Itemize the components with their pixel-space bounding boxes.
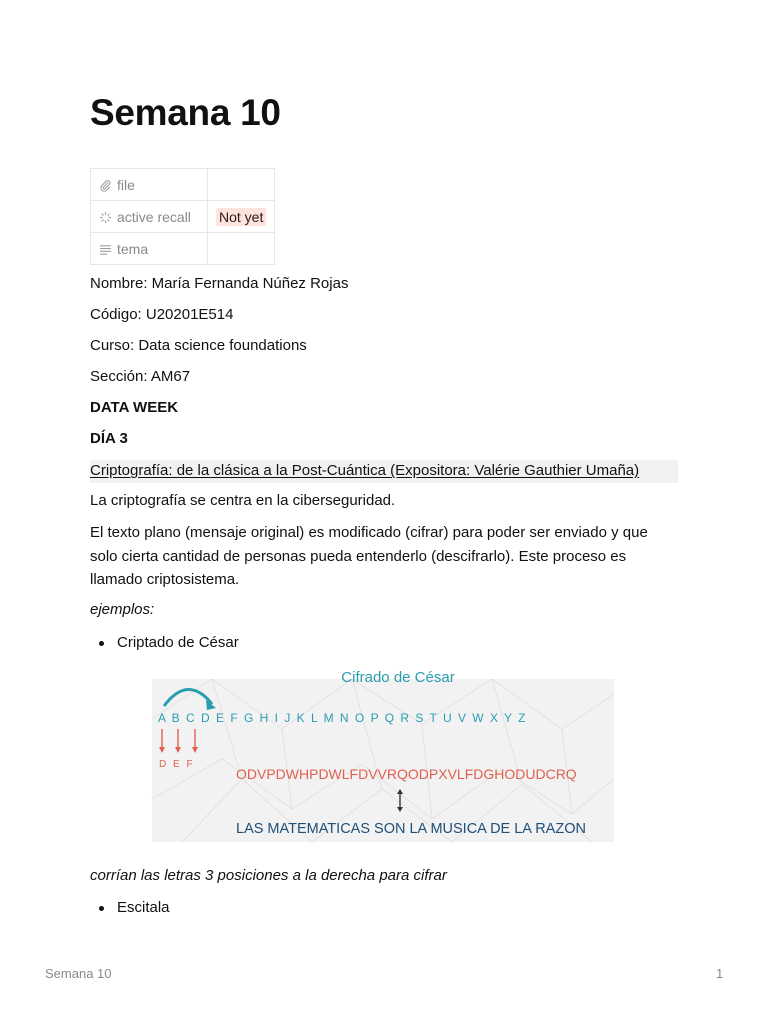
- property-key: [91, 169, 208, 201]
- nombre-line: Nombre: María Fernanda Núñez Rojas: [90, 275, 349, 292]
- bullet-dot: [99, 641, 104, 646]
- list-item-text: Criptado de César: [117, 634, 239, 651]
- figure-heading: Cifrado de César: [341, 669, 455, 686]
- page-number: 1: [716, 966, 724, 981]
- shifted-letters: D E F: [159, 759, 195, 770]
- paperclip-icon: [99, 179, 112, 192]
- dia-heading: DÍA 3: [90, 430, 128, 447]
- property-row[interactable]: [91, 233, 275, 265]
- bullet-dot: [99, 906, 104, 911]
- property-row[interactable]: [91, 201, 275, 233]
- property-label: file: [117, 176, 135, 193]
- ejemplos-label: ejemplos:: [90, 601, 155, 618]
- text-lines-icon: [99, 243, 112, 256]
- talk-title-link[interactable]: Criptografía: de la clásica a la Post-Cuántica (Expositora: Valérie Gauthier Umaña): [90, 462, 640, 479]
- mapping-arrows: [159, 729, 198, 753]
- seccion-line: Sección: AM67: [90, 368, 191, 385]
- list-item-text: Escitala: [117, 899, 170, 916]
- curso-line: Curso: Data science foundations: [90, 337, 307, 354]
- property-row[interactable]: [91, 169, 275, 201]
- loading-icon: [99, 211, 112, 224]
- figure-caption: corrían las letras 3 posiciones a la derecha para cifrar: [90, 867, 447, 884]
- property-value[interactable]: [208, 169, 275, 201]
- plain-text: LAS MATEMATICAS SON LA MUSICA DE LA RAZON: [236, 821, 586, 837]
- property-value[interactable]: [208, 233, 275, 265]
- caesar-cipher-graphic: [152, 669, 614, 842]
- talk-title-callout: [90, 460, 678, 483]
- shift-arrow: [164, 689, 212, 706]
- property-key: [91, 201, 208, 233]
- properties-table: [90, 168, 275, 265]
- property-key: [91, 233, 208, 265]
- status-badge[interactable]: Not yet: [216, 208, 266, 226]
- property-value[interactable]: [208, 201, 275, 233]
- footer-title: Semana 10: [45, 966, 112, 981]
- property-label: tema: [117, 240, 149, 257]
- data-week-heading: DATA WEEK: [90, 399, 179, 416]
- caesar-cipher-image: [152, 669, 614, 842]
- alphabet-row: A B C D E F G H I J K L M N O P Q R S T U V W X Y Z: [158, 711, 528, 725]
- criptosistema-paragraph: El texto plano (mensaje original) es modificado (cifrar) para poder ser enviado y que solo cierta cantidad de personas pueda entenderlo (descifrarlo). Este proceso es llamado criptosistema.: [90, 524, 648, 588]
- codigo-line: Código: U20201E514: [90, 306, 234, 323]
- property-label: active recall: [117, 208, 191, 225]
- cipher-text: ODVPDWHPDWLFDVVRQODPXVLFDGHODUDCRQ: [236, 766, 577, 782]
- page-title: Semana 10: [90, 92, 281, 133]
- cripto-line: La criptografía se centra en la ciberseguridad.: [90, 492, 396, 509]
